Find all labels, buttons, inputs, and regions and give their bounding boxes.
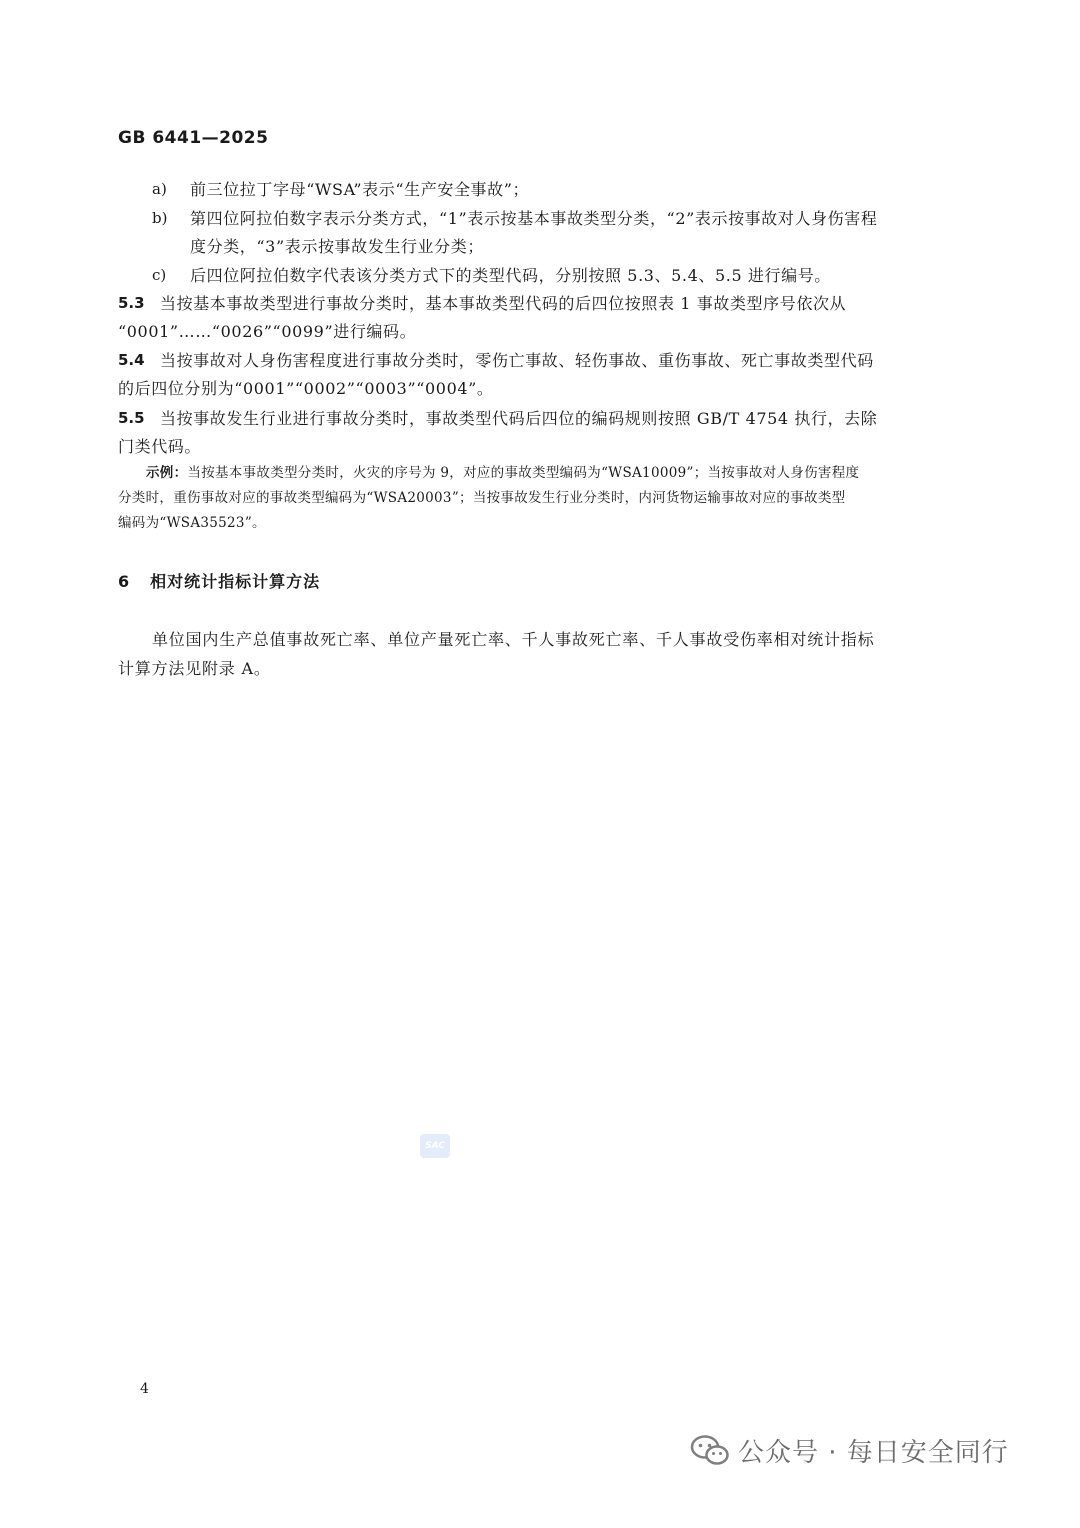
example-line1 (146, 461, 859, 485)
example-label: 示例： (146, 465, 188, 481)
list-item-b-label: b) (152, 209, 168, 227)
clause-5-3-line2: “0001”……“0026”“0099”进行编码。 (118, 322, 417, 341)
list-item-b-text-line2: 度分类，“3”表示按事故发生行业分类； (190, 237, 484, 256)
clause-5-5-line2: 门类代码。 (118, 437, 202, 456)
clause-5-3-line1: 当按基本事故类型进行事故分类时，基本事故类型代码的后四位按照表 1 事故类型序号依次从 (160, 294, 847, 313)
section-paragraph-line1: 单位国内生产总值事故死亡率、单位产量死亡率、千人事故死亡率、千人事故受伤率相对统计指标 (152, 630, 875, 649)
section-paragraph-line2: 计算方法见附录 A。 (118, 659, 271, 678)
clause-5-4-line2: 的后四位分别为“0001”“0002”“0003”“0004”。 (118, 379, 494, 398)
watermark-text: 公众号 · 每日安全同行 (738, 1437, 1009, 1468)
list-item-c-text: 后四位阿拉伯数字代表该分类方式下的类型代码，分别按照 5.3、5.4、5.5 进行编号。 (190, 266, 831, 285)
clause-number-5-5: 5.5 (118, 409, 145, 427)
list-item-c-label: c) (152, 266, 167, 284)
section-heading (118, 569, 320, 592)
page-number: 4 (140, 1381, 149, 1397)
wechat-icon (690, 1434, 730, 1466)
example-text-line1: 当按基本事故类型分类时，火灾的序号为 9，对应的事故类型编码为“WSA10009”；当按事故对人身伤害程度 (187, 465, 860, 481)
clause-number-5-4: 5.4 (118, 351, 145, 369)
clause-number-5-3: 5.3 (118, 294, 145, 312)
list-item-a-label: a) (152, 180, 167, 198)
clause-5-5-line1: 当按事故发生行业进行事故分类时，事故类型代码后四位的编码规则按照 GB/T 4754 执行，去除 (160, 409, 878, 428)
section-number: 6 (118, 572, 131, 591)
list-item-b-text-line1: 第四位阿拉伯数字表示分类方式，“1”表示按基本事故类型分类，“2”表示按事故对人身伤害程 (190, 209, 878, 228)
clause-5-4-line1: 当按事故对人身伤害程度进行事故分类时，零伤亡事故、轻伤事故、重伤事故、死亡事故类型代码 (160, 351, 874, 370)
example-line2: 分类时，重伤事故对应的事故类型编码为“WSA20003”；当按事故发生行业分类时，内河货物运输事故对应的事故类型 (118, 490, 846, 506)
example-line3: 编码为“WSA35523”。 (118, 515, 266, 531)
watermark (690, 1430, 1009, 1470)
standard-code: GB 6441—2025 (118, 128, 269, 148)
sac-logo: SAC (420, 1134, 450, 1158)
list-item-a-text: 前三位拉丁字母“WSA”表示“生产安全事故”； (190, 180, 530, 199)
section-title: 相对统计指标计算方法 (150, 572, 321, 591)
